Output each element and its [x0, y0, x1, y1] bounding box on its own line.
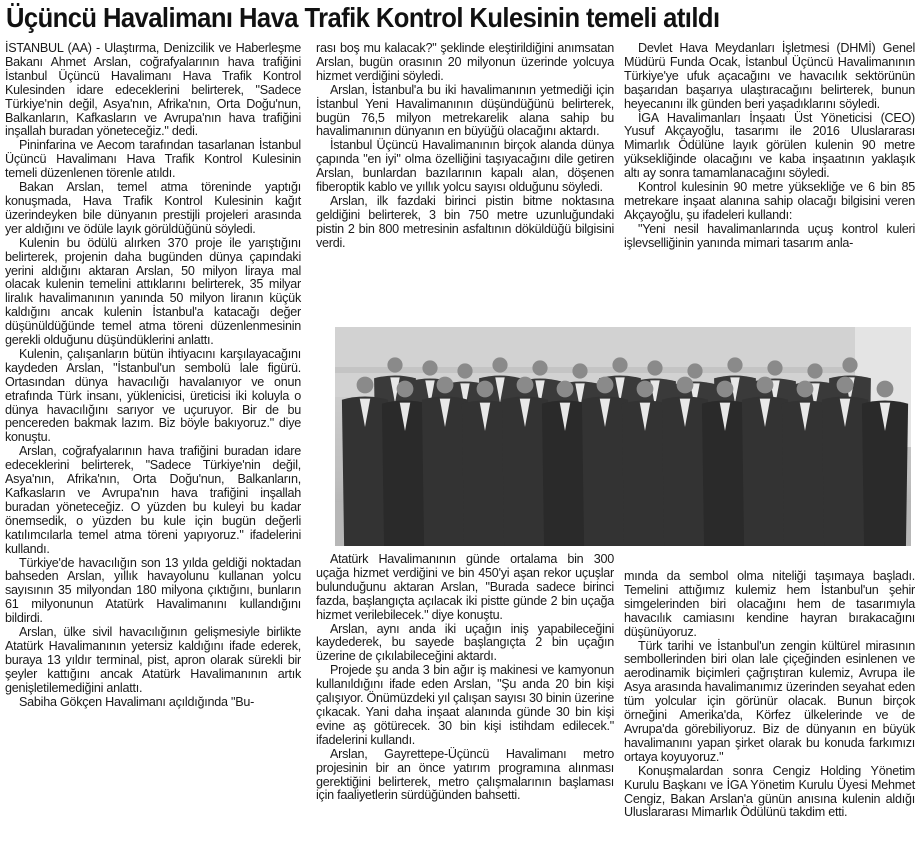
group-photo [335, 327, 911, 546]
paragraph: İstanbul Üçüncü Havalimanının birçok alanda dünya çapında "en iyi" olma özelliğini taşıyacağını dile getiren Arslan, bunlardan bazılarının kapalı alan, döşenen fiberoptik kablo ve yıllık yolcu sayısı olduğunu söyledi. [316, 138, 614, 195]
paragraph: "Yeni nesil havalimanlarında uçuş kontrol kuleri işlevselliğinin yanında mimari tasarım anla- [624, 221, 915, 250]
article-column-2-top [316, 42, 614, 251]
paragraph: Arslan, İstanbul'a bu iki havalimanının yetmediği için İstanbul Yeni Havalimanının düşündüğünü belirterek, bugün 76,5 milyon metrekarelik alana sahip bu havalimanının dünyanın en büyüğü olacağını aktardı. [316, 82, 614, 139]
paragraph: Arslan, coğrafyalarının hava trafiğini buradan idare edeceklerini belirterek, "Sadece Türkiye'nin değil, Asya'nın, Afrika'nın, Orta Doğu'nun, Balkanların, Kafkasların ve Avrupa'nın hava trafiğini inşallah buradan yöneteceğiz. O yüzden bu kuleyi bu kadar önemsedik, o yüzden bu kule için bugün değerli katılımcılarla temel atma töreni yapıyoruz." ifadelerini kullandı. [5, 444, 301, 556]
paragraph: Arslan, ilk fazdaki birinci pistin bitme noktasına geldiğini belirterek, 3 bin 750 metre uzunluğundaki pistin 2 bin 800 metresinin asfaltının döküldüğü bilgisini verdi. [316, 193, 614, 250]
person-silhouette [462, 381, 508, 546]
person-silhouette [862, 381, 908, 546]
article-column-3-bottom [624, 570, 915, 820]
paragraph: İGA Havalimanları İnşaatı Üst Yöneticisi (CEO) Yusuf Akçayoğlu, tasarımı ile 2016 Uluslararası Mimarlık Ödülüne layık görülen kulenin 90 metre yüksekliğinde olacağını ve kaba inşaatının yaklaşık altı ay sonra tamamlanacağını söyledi. [624, 110, 915, 181]
paragraph: Arslan, aynı anda iki uçağın iniş yapabileceğini kaydederek, bu sayede başlangıçta 2 bin uçağın üzerine de çıkılabileceğini aktardı. [316, 621, 614, 664]
paragraph: Kontrol kulesinin 90 metre yüksekliğe ve 6 bin 85 metrekare inşaat alanına sahip olacağı bilgisini veren Akçayoğlu, şu ifadeleri kullandı: [624, 180, 915, 222]
paragraph: Projede şu anda 3 bin ağır iş makinesi ve kamyonun kullanıldığını ifade eden Arslan, "Şu anda 20 bin kişi çalışıyor. Önümüzdeki yıl çalışan sayısı 30 binin üzerine çıkacak. Yani daha inşaat alanında günde 30 bin kişi evine aş götürecek. 30 bin kişi istihdam edilecek." ifadelerini kullandı. [316, 663, 614, 747]
person-silhouette [702, 381, 748, 546]
article-column-1 [5, 42, 301, 710]
person-silhouette [662, 377, 708, 546]
paragraph: Arslan, Gayrettepe-Üçüncü Havalimanı metro projesinin bir an önce yatırım programına alınması gerektiğini belirterek, metro çalışmalarının başlaması için faaliyetlerin sürdüğünden bahsetti. [316, 746, 614, 803]
person-silhouette [382, 381, 428, 546]
article-headline: Üçüncü Havalimanı Hava Trafik Kontrol Kulesinin temeli atıldı [6, 2, 720, 33]
paragraph: Devlet Hava Meydanları İşletmesi (DHMİ) Genel Müdürü Funda Ocak, İstanbul Üçüncü Havalimanının Türkiye'ye ufuk açacağını ve havacılık sektörünün başarıdan başarıya ulaştıracağını belirterek, bunun heyecanını ilk günden beri yaşadıklarını söyledi. [624, 41, 915, 111]
paragraph: Kulenin, çalışanların bütün ihtiyacını karşılayacağını kaydeden Arslan, "İstanbul'un sembolü lale figürü. Ortasından dünya havacılığı havalanıyor ve onun etrafında Türk insanı, yüklenicisi, üreticisi iki koluyla o dünya havacılığını sarıyor ve uçuruyor. Bir de bu pencereden bakmak lazım. Biz böyle bakıyoruz." diye konuştu. [5, 346, 301, 445]
paragraph: Atatürk Havalimanının günde ortalama bin 300 uçağa hizmet verdiğini ve bin 450'yi aşan rekor uçuşlar bulunduğunu aktaran Arslan, "Burada sadece birinci fazda, başlangıçta açılacak iki pistte günde 2 bin uçağa hizmet verilebilecek." diye konuştu. [316, 552, 614, 622]
paragraph: Sabiha Gökçen Havalimanı açıldığında "Bu- [19, 694, 255, 709]
person-silhouette [742, 377, 788, 546]
person-silhouette [782, 381, 828, 546]
person-silhouette [342, 377, 388, 546]
paragraph: Arslan, ülke sivil havacılığının gelişmesiyle birlikte Atatürk Havalimanının yetersiz kaldığını ifade ederek, buraya 13 yıldır terminal, pist, apron olarak sürekli bir şeyler kattığını ancak Atatürk Havalimanının artık genişletilemediğini anlattı. [5, 625, 301, 695]
article-column-3-top [624, 42, 915, 251]
paragraph: Konuşmalardan sonra Cengiz Holding Yönetim Kurulu Başkanı ve İGA Yönetim Kurulu Üyesi Mehmet Cengiz, Bakan Arslan'a günün anısına kulenin aldığı Uluslararası Mimarlık Ödülünü takdim etti. [624, 763, 915, 820]
paragraph: İSTANBUL (AA) - Ulaştırma, Denizcilik ve Haberleşme Bakanı Ahmet Arslan, coğrafyalarının hava trafiğini İstanbul Üçüncü Havalimanı Hava Trafik Kontrol Kulesinden idare edeceklerini belirterek, "Sadece Türkiye'nin değil, Asya'nın, Afrika'nın, Orta Doğu'nun, Balkanların, Kafkasların ve Avrupa'nın hava trafiğini inşallah buradan yöneteceğiz." dedi. [5, 41, 301, 139]
person-silhouette [502, 377, 548, 546]
person-silhouette [542, 381, 588, 546]
article-column-2-bottom [316, 553, 614, 803]
paragraph: Pininfarina ve Aecom tarafından tasarlanan İstanbul Üçüncü Havalimanı Hava Trafik Kontrol Kulesinin temeli düzenlenen törenle atıldı. [5, 138, 301, 181]
paragraph: mında da sembol olma niteliği taşımaya başladı. Temelini attığımız kulemiz hem İstanbul'un şehir simgelerinden biri olacağını hem de tasarımıyla havacılık camiasını kendine hayran bırakacağını düşünüyoruz. [624, 569, 915, 639]
person-silhouette [822, 377, 868, 546]
paragraph: Bakan Arslan, temel atma töreninde yaptığı konuşmada, Hava Trafik Kontrol Kulesinin kağıt üzerindeyken bile dünyanın prestijli projeleri arasında yer aldığını ve ödüle layık görüldüğünü söyledi. [5, 180, 301, 236]
paragraph: rası boş mu kalacak?" şeklinde eleştirildiğini anımsatan Arslan, bugün orasının 20 milyonun üzerinde yolcuya hizmet verdiğini söyledi. [316, 41, 614, 83]
paragraph: Türk tarihi ve İstanbul'un zengin kültürel mirasının sembollerinden biri olan lale çiçeğinden esinlenen ve aerodinamik biçimleri çağrıştıran kulemiz, Avrupa ile Asya arasında havalimanımız üzerinden seyahat eden tüm yolcular için görünür olacak. Bunun birçok örneğini Amerika'da, Körfez ülkelerinde ve de Avrupa'da görebiliyoruz. Biz de dünyanın en büyük havalimanını yapan şirket olarak bu konuda farkımızı ortaya koyuyoruz." [624, 638, 915, 764]
paragraph: Türkiye'de havacılığın son 13 yılda geldiği noktadan bahseden Arslan, yıllık havayolunu kullanan yolcu sayısının 35 milyondan 180 milyona çıktığını, bunların 61 milyonunun Atatürk Havalimanını kullandığını bildirdi. [5, 555, 301, 626]
paragraph: Kulenin bu ödülü alırken 370 proje ile yarıştığını belirterek, projenin daha bugünden dünya çapındaki yerini aldığını aktaran Arslan, 50 milyon liraya mal olacak kulenin temelini attıklarını belirterek, 35 milyar liralık havalimanının yanında 50 milyon liranın küçük kaldığını ancak kulenin İstanbul'a katacağı değer düşünüldüğünde temel atma töreni düzenlenmesinin gerekli olduğunu düşündüklerini anlattı. [5, 235, 301, 348]
group-photo-illustration [335, 327, 911, 546]
person-silhouette [582, 377, 628, 546]
person-silhouette [422, 377, 468, 546]
person-silhouette [622, 381, 668, 546]
